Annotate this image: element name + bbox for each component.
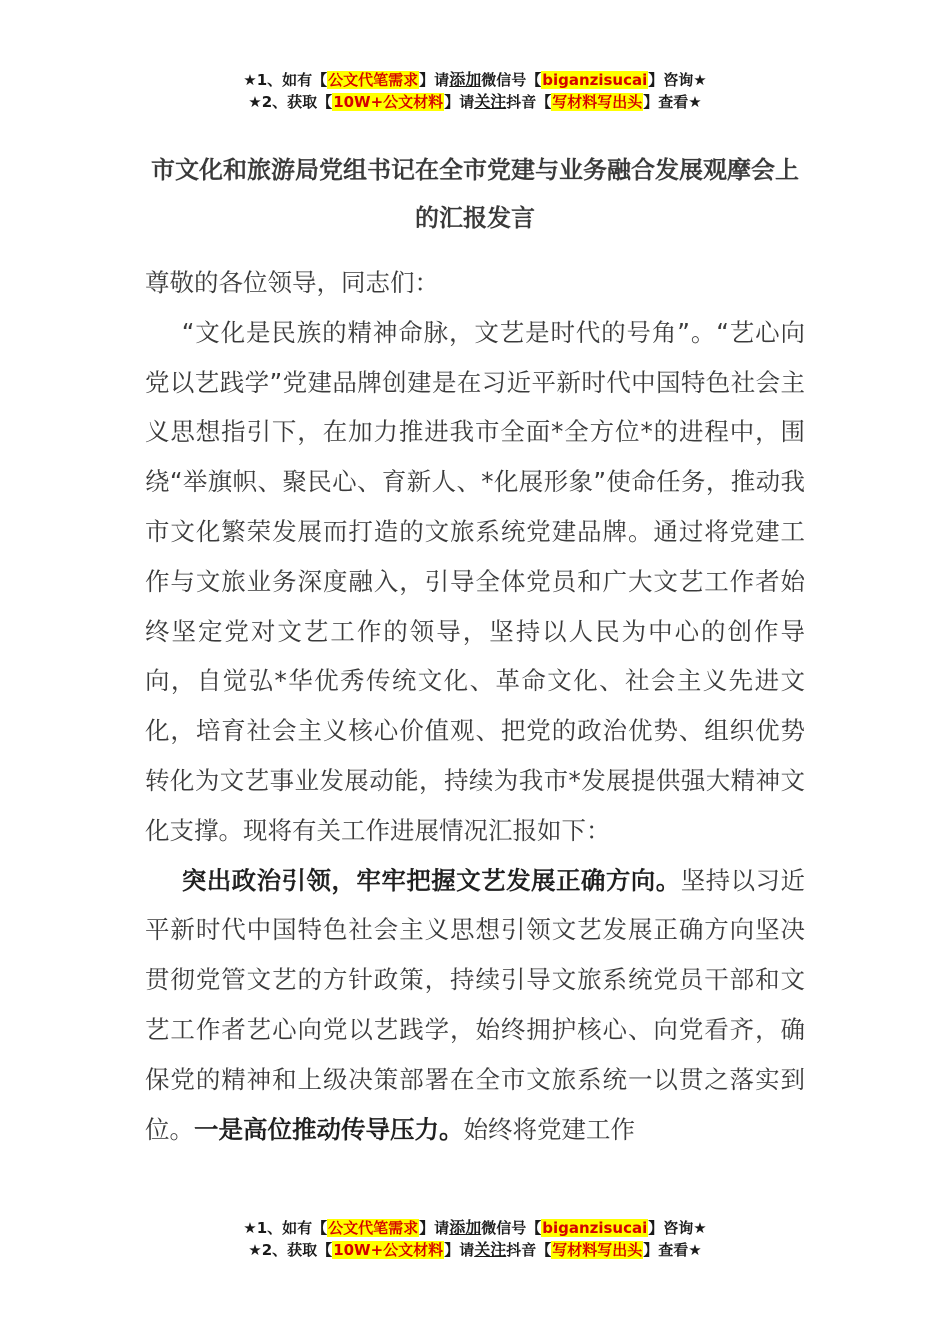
sub-text: 始终将党建工作 xyxy=(463,1114,635,1144)
banner-text: 】请 xyxy=(444,1241,475,1259)
highlight-wechat-id: biganzisucai xyxy=(542,1219,648,1237)
emphasis-follow: 关注 xyxy=(474,92,507,111)
document-title: 市文化和旅游局党组书记在全市党建与业务融合发展观摩会上的汇报发言 xyxy=(151,156,799,232)
sub-heading: 一是高位推动传导压力。 xyxy=(194,1114,464,1144)
banner-line-1 xyxy=(0,69,950,91)
banner-line-2 xyxy=(0,91,950,113)
section-heading: 突出政治引领，牢牢把握文艺发展正确方向。 xyxy=(181,865,681,895)
banner-text: 微信号【 xyxy=(481,1219,542,1237)
banner-text: 微信号【 xyxy=(481,71,542,89)
salutation: 尊敬的各位领导，同志们： xyxy=(145,268,439,297)
banner-text: 】查看★ xyxy=(643,93,702,111)
paragraph-intro: “文化是民族的精神命脉，文艺是时代的号角”。“艺心向党以艺践学”党建品牌创建是在习近平新时代中国特色社会主义思想指引下，在加力推进我市全面*全方位*的进程中，围绕“举旗帜、聚民心、育新人、*化展形象”使命任务，推动我市文化繁荣发展而打造的文旅系统党建品牌。通过将党建工作与文旅业务深度融入，引导全体党员和广大文艺工作者始终坚定党对文艺工作的领导，坚持以人民为中心的创作导向，自觉弘*华优秀传统文化、革命文化、社会主义先进文化，培育社会主义核心价值观、把党的政治优势、组织优势转化为文艺事业发展动能，持续为我市*发展提供强大精神文化支撑。现将有关工作进展情况汇报如下： xyxy=(145,317,805,845)
banner-line-1 xyxy=(0,1217,950,1239)
banner-text: 】请 xyxy=(419,1219,450,1237)
highlight-wechat-id: biganzisucai xyxy=(542,71,648,89)
banner-line-2 xyxy=(0,1239,950,1261)
banner-text: ★1、如有【 xyxy=(243,71,328,89)
bottom-banner xyxy=(0,1217,950,1261)
emphasis-add: 添加 xyxy=(449,1218,482,1237)
highlight-service: 公文代笔需求 xyxy=(328,1219,419,1237)
highlight-materials: 10W+公文材料 xyxy=(333,1241,444,1259)
banner-text: 】请 xyxy=(444,93,475,111)
banner-text: 抖音【 xyxy=(506,1241,552,1259)
banner-text: 】咨询★ xyxy=(648,71,707,89)
highlight-douyin-id: 写材料写出头 xyxy=(552,1241,643,1259)
banner-text: ★2、获取【 xyxy=(248,93,333,111)
banner-text: ★2、获取【 xyxy=(248,1241,333,1259)
top-banner xyxy=(0,69,950,113)
emphasis-follow: 关注 xyxy=(474,1240,507,1259)
banner-text: 】咨询★ xyxy=(648,1219,707,1237)
paragraph-section-1 xyxy=(145,856,805,1155)
banner-text: ★1、如有【 xyxy=(243,1219,328,1237)
section-text: 坚持以习近平新时代中国特色社会主义思想引领文艺发展正确方向坚决贯彻党管文艺的方针政策，持续引导文旅系统党员干部和文艺工作者艺心向党以艺践学，始终拥护核心、向党看齐，确保党的精神和上级决策部署在全市文旅系统一以贯之落实到位。 xyxy=(145,865,806,1144)
highlight-douyin-id: 写材料写出头 xyxy=(552,93,643,111)
banner-text: 】查看★ xyxy=(643,1241,702,1259)
banner-text: 】请 xyxy=(419,71,450,89)
document-body xyxy=(145,258,805,1154)
highlight-materials: 10W+公文材料 xyxy=(333,93,444,111)
emphasis-add: 添加 xyxy=(449,70,482,89)
banner-text: 抖音【 xyxy=(506,93,552,111)
highlight-service: 公文代笔需求 xyxy=(328,71,419,89)
